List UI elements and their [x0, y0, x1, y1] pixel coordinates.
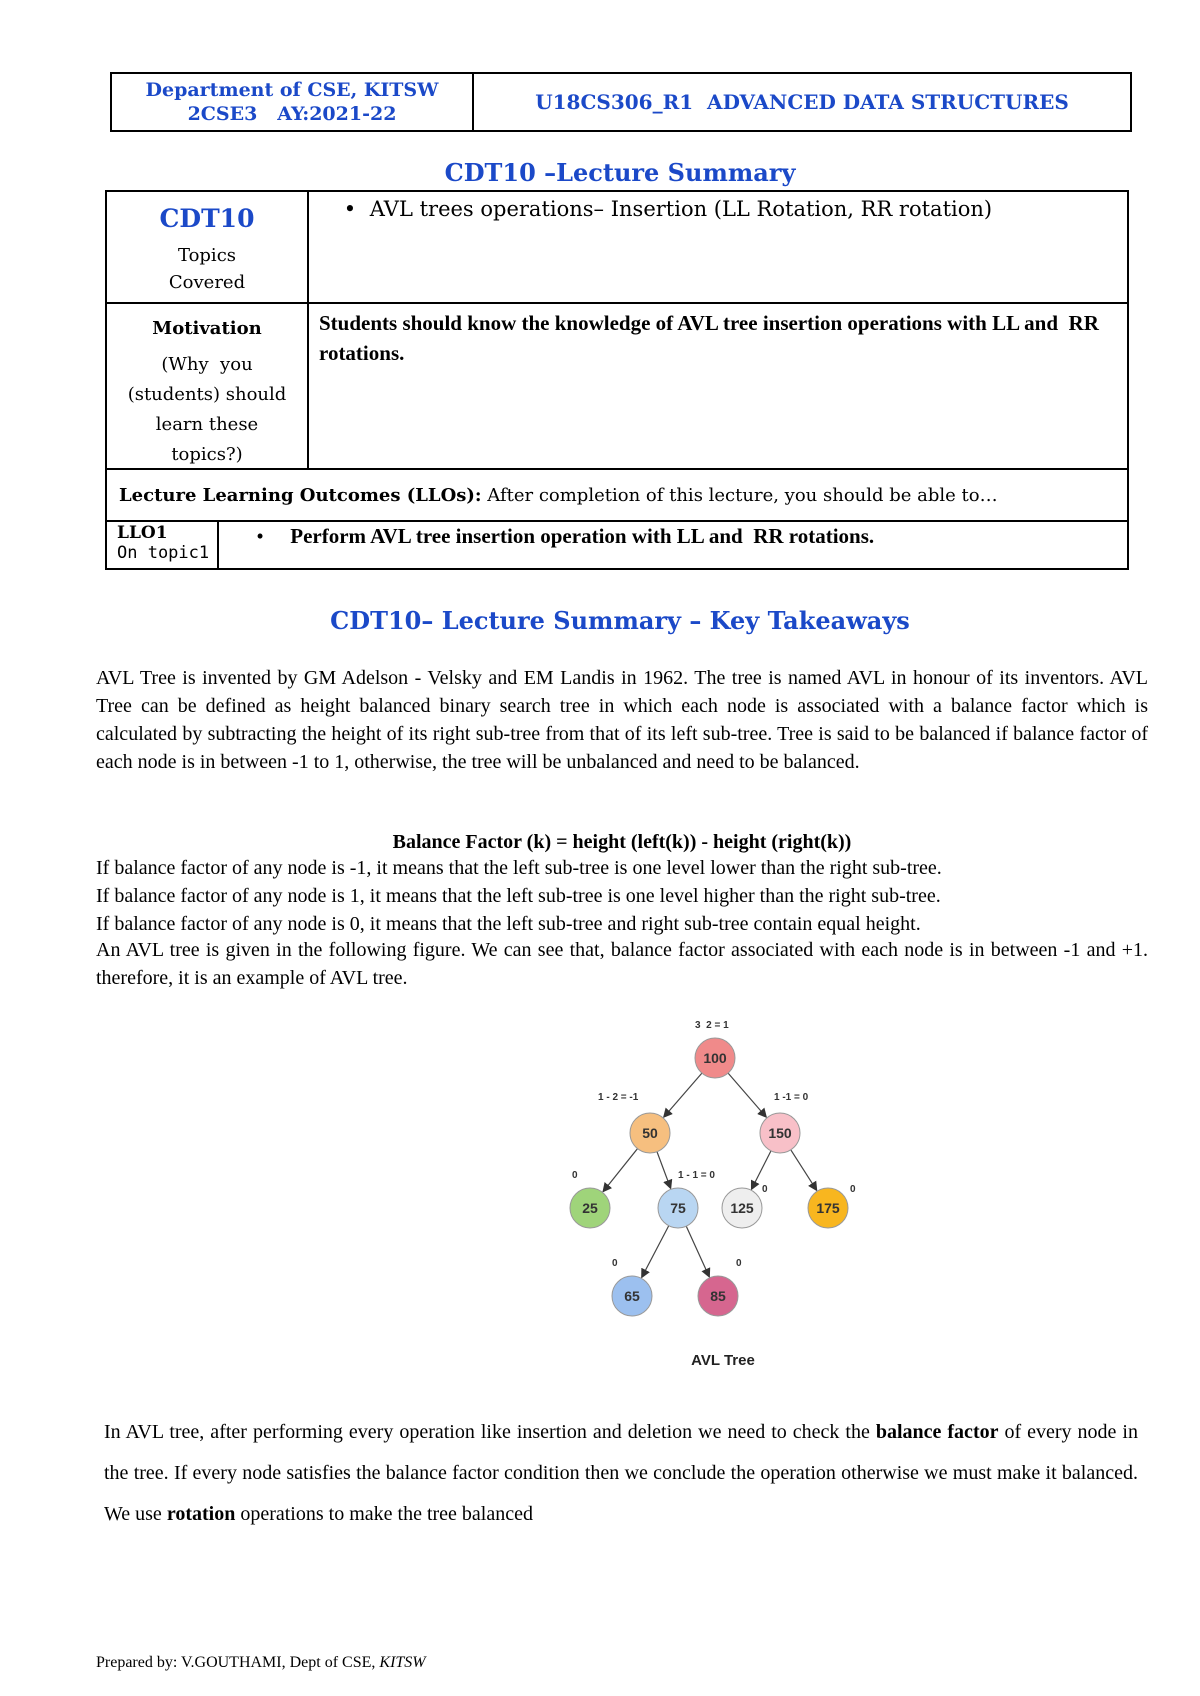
llo-code-cell [107, 522, 219, 568]
tree-node-100 [695, 1020, 735, 1078]
edge-100-150 [728, 1073, 766, 1117]
edge-50-25 [603, 1149, 637, 1192]
balance-label: 0 [612, 1258, 618, 1269]
topics-label-cell [107, 192, 309, 302]
node-label: 175 [816, 1200, 840, 1216]
motivation-label-cell [107, 304, 309, 468]
footer [96, 1654, 426, 1672]
llo-topic: On topic1 [117, 543, 210, 563]
topics-label-line1: Topics [177, 245, 237, 266]
topics-row [107, 192, 1127, 304]
key-takeaways-title: CDT10– Lecture Summary – Key Takeaways [330, 606, 910, 635]
closing-text-1: In AVL tree, after performing every operation like insertion and deletion we need to check the [104, 1421, 876, 1443]
closing-paragraph [104, 1412, 1138, 1535]
edge-50-75 [657, 1152, 671, 1189]
bullet-icon: • [256, 524, 264, 548]
balance-label: 0 [736, 1258, 742, 1269]
edge-150-175 [791, 1150, 817, 1190]
closing-bold-balance-factor: balance factor [875, 1421, 999, 1443]
tree-node-150 [760, 1092, 809, 1153]
balance-factor-formula: Balance Factor (k) = height (left(k)) - height (right(k)) [392, 831, 852, 853]
node-label: 25 [582, 1200, 598, 1216]
class-year: 2CSE3 AY:2021-22 [187, 103, 397, 125]
balance-label: 1 -1 = 0 [774, 1092, 809, 1103]
topic-text: AVL trees operations– Insertion (LL Rotation, RR rotation) [369, 197, 993, 221]
motivation-sub-1: (Why you [161, 354, 253, 375]
llo-code: LLO1 [117, 523, 168, 543]
bullet-icon: • [343, 197, 357, 221]
tree-node-65 [612, 1258, 652, 1316]
motivation-sub-2: (students) should [127, 384, 287, 405]
node-label: 75 [670, 1200, 686, 1216]
bf-line-2: If balance factor of any node is 1, it means that the left sub-tree is one level higher than the right sub-tree. [96, 885, 941, 907]
llo-heading: Lecture Learning Outcomes (LLOs): [119, 484, 482, 506]
avl-tree-figure [560, 1008, 880, 1388]
document-header [110, 72, 1132, 132]
figure-caption: AVL Tree [691, 1352, 755, 1369]
motivation-row [107, 304, 1127, 470]
node-label: 85 [710, 1288, 726, 1304]
footer-prepared: Prepared by: V.GOUTHAMI, Dept of CSE, [96, 1654, 380, 1671]
closing-text-3: operations to make the tree balanced [235, 1503, 533, 1525]
closing-bold-rotation: rotation [166, 1503, 236, 1525]
balance-label: 0 [572, 1170, 578, 1181]
closing-text-2: of every node in the tree. If every node satisfies the balance factor condition then we conclude the operation otherwise we must make it balanced. We use [104, 1421, 1138, 1525]
course-title: U18CS306_R1 ADVANCED DATA STRUCTURES [535, 90, 1069, 114]
llo-intro: After completion of this lecture, you should be able to… [481, 484, 998, 506]
node-label: 50 [642, 1125, 658, 1141]
llo-text: Perform AVL tree insertion operation with LL and RR rotations. [290, 524, 875, 548]
llo-row [107, 522, 1127, 568]
topics-label-line2: Covered [168, 272, 246, 293]
edge-100-50 [664, 1073, 702, 1117]
bf-line-3: If balance factor of any node is 0, it means that the left sub-tree and right sub-tree contain equal height. [96, 913, 921, 935]
balance-label: 0 [762, 1184, 768, 1195]
edge-75-85 [686, 1226, 709, 1277]
topics-label [107, 242, 307, 296]
department-name: Department of CSE, KITSW [145, 79, 439, 101]
edge-75-65 [642, 1226, 669, 1278]
balance-label: 3 2 = 1 [695, 1020, 729, 1031]
intro-paragraph [96, 664, 1148, 776]
tree-node-175 [808, 1184, 856, 1228]
node-label: 125 [730, 1200, 754, 1216]
tree-node-25 [570, 1170, 610, 1228]
motivation-label: Motivation [152, 318, 262, 339]
summary-table [105, 190, 1129, 570]
topics-content-cell [309, 192, 1127, 302]
footer-institute: KITSW [379, 1654, 426, 1671]
example-paragraph: An AVL tree is given in the following figure. We can see that, balance factor associated with each node is in between -1 and +1. therefore, it is an example of AVL tree. [96, 939, 1148, 989]
department-cell [112, 74, 474, 130]
balance-label: 0 [850, 1184, 856, 1195]
llo-text-cell [219, 522, 1127, 568]
motivation-sub-3: learn these [155, 414, 259, 435]
balance-label: 1 - 1 = 0 [678, 1170, 715, 1181]
balance-label: 1 - 2 = -1 [598, 1092, 639, 1103]
tree-node-125 [722, 1184, 768, 1228]
motivation-sub-4: topics?) [171, 444, 243, 465]
lecture-summary-title: CDT10 –Lecture Summary [444, 158, 796, 187]
node-label: 150 [768, 1125, 792, 1141]
intro-text: AVL Tree is invented by GM Adelson - Velsky and EM Landis in 1962. The tree is named AVL in honour of its inventors. AVL Tree can be defined as height balanced binary search tree in which each node is associated with a balance factor which is calculated by subtracting the height of its right sub-tree from that of its left sub-tree. Tree is said to be balanced if balance factor of each node is in between -1 to 1, otherwise, the tree will be unbalanced and need to be balanced. [96, 667, 1148, 773]
motivation-text: Students should know the knowledge of AVL tree insertion operations with LL and RR rotations. [319, 311, 1105, 365]
bf-line-1: If balance factor of any node is -1, it means that the left sub-tree is one level lower than the right sub-tree. [96, 857, 942, 879]
node-label: 65 [624, 1288, 640, 1304]
cdt-code: CDT10 [159, 204, 255, 233]
tree-node-50 [598, 1092, 670, 1153]
llo-heading-row [107, 470, 1127, 522]
node-label: 100 [703, 1050, 727, 1066]
llo-heading-cell [107, 485, 998, 506]
